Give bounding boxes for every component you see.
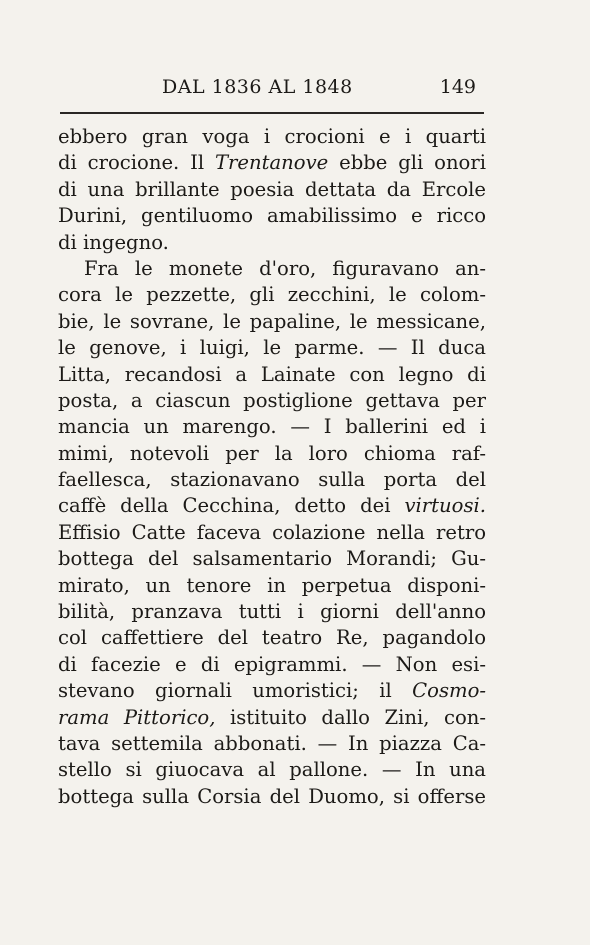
italic-text: virtuosi.: [404, 494, 486, 518]
text-line: le genove, i luigi, le parme. — Il duca: [58, 336, 486, 360]
italic-text: Trentanove: [214, 151, 329, 175]
text-line: cora le pezzette, gli zecchini, le colom-: [58, 283, 486, 307]
text-segment: stevano giornali umoristici; il: [58, 679, 413, 703]
text-line: bottega sulla Corsia del Duomo, si offerse: [58, 784, 486, 808]
text-line: Fra le monete d'oro, figuravano an-: [84, 256, 486, 280]
text-line: di ingegno.: [58, 230, 169, 254]
text-line: mimi, notevoli per la loro chioma raf-: [58, 441, 486, 465]
text-segment: di crocione. Il: [58, 151, 215, 175]
italic-text: rama Pittorico,: [58, 705, 216, 729]
text-line: mancia un marengo. — I ballerini ed i: [58, 415, 486, 439]
text-segment: caffè della Cecchina, detto dei: [58, 494, 405, 518]
text-line: mirato, un tenore in perpetua disponi-: [58, 573, 486, 597]
page-header: [60, 76, 484, 102]
text-line: Durini, gentiluomo amabilissimo e ricco: [58, 204, 486, 228]
running-title: DAL 1836 AL 1848: [162, 76, 353, 98]
page-number: 149: [439, 76, 476, 98]
header-rule: [60, 112, 484, 114]
text-line: [58, 493, 486, 519]
text-segment: istituito dallo Zini, con-: [215, 705, 486, 729]
text-line: bottega del salsamentario Morandi; Gu-: [58, 547, 486, 571]
text-line: [58, 678, 486, 704]
body-text: [58, 124, 486, 810]
text-line: di una brillante poesia dettata da Ercole: [58, 177, 486, 201]
text-line: posta, a ciascun postiglione gettava per: [58, 388, 486, 412]
text-line: bie, le sovrane, le papaline, le messicane,: [58, 309, 486, 333]
text-line: [58, 705, 486, 731]
text-line: Effisio Catte faceva colazione nella retro: [58, 520, 486, 544]
text-line: stello si giuocava al pallone. — In una: [58, 758, 486, 782]
italic-text: Cosmo-: [412, 679, 486, 703]
text-line: bilità, pranzava tutti i giorni dell'anno: [58, 600, 486, 624]
text-line: faellesca, stazionavano sulla porta del: [58, 468, 486, 492]
text-line: Litta, recandosi a Lainate con legno di: [58, 362, 486, 386]
text-line: col caffettiere del teatro Re, pagandolo: [58, 626, 486, 650]
text-line: [58, 150, 486, 176]
text-segment: ebbe gli onori: [328, 151, 486, 175]
text-line: ebbero gran voga i crocioni e i quarti: [58, 125, 486, 148]
text-line: tava settemila abbonati. — In piazza Ca-: [58, 731, 486, 755]
text-line: di facezie e di epigrammi. — Non esi-: [58, 652, 486, 676]
